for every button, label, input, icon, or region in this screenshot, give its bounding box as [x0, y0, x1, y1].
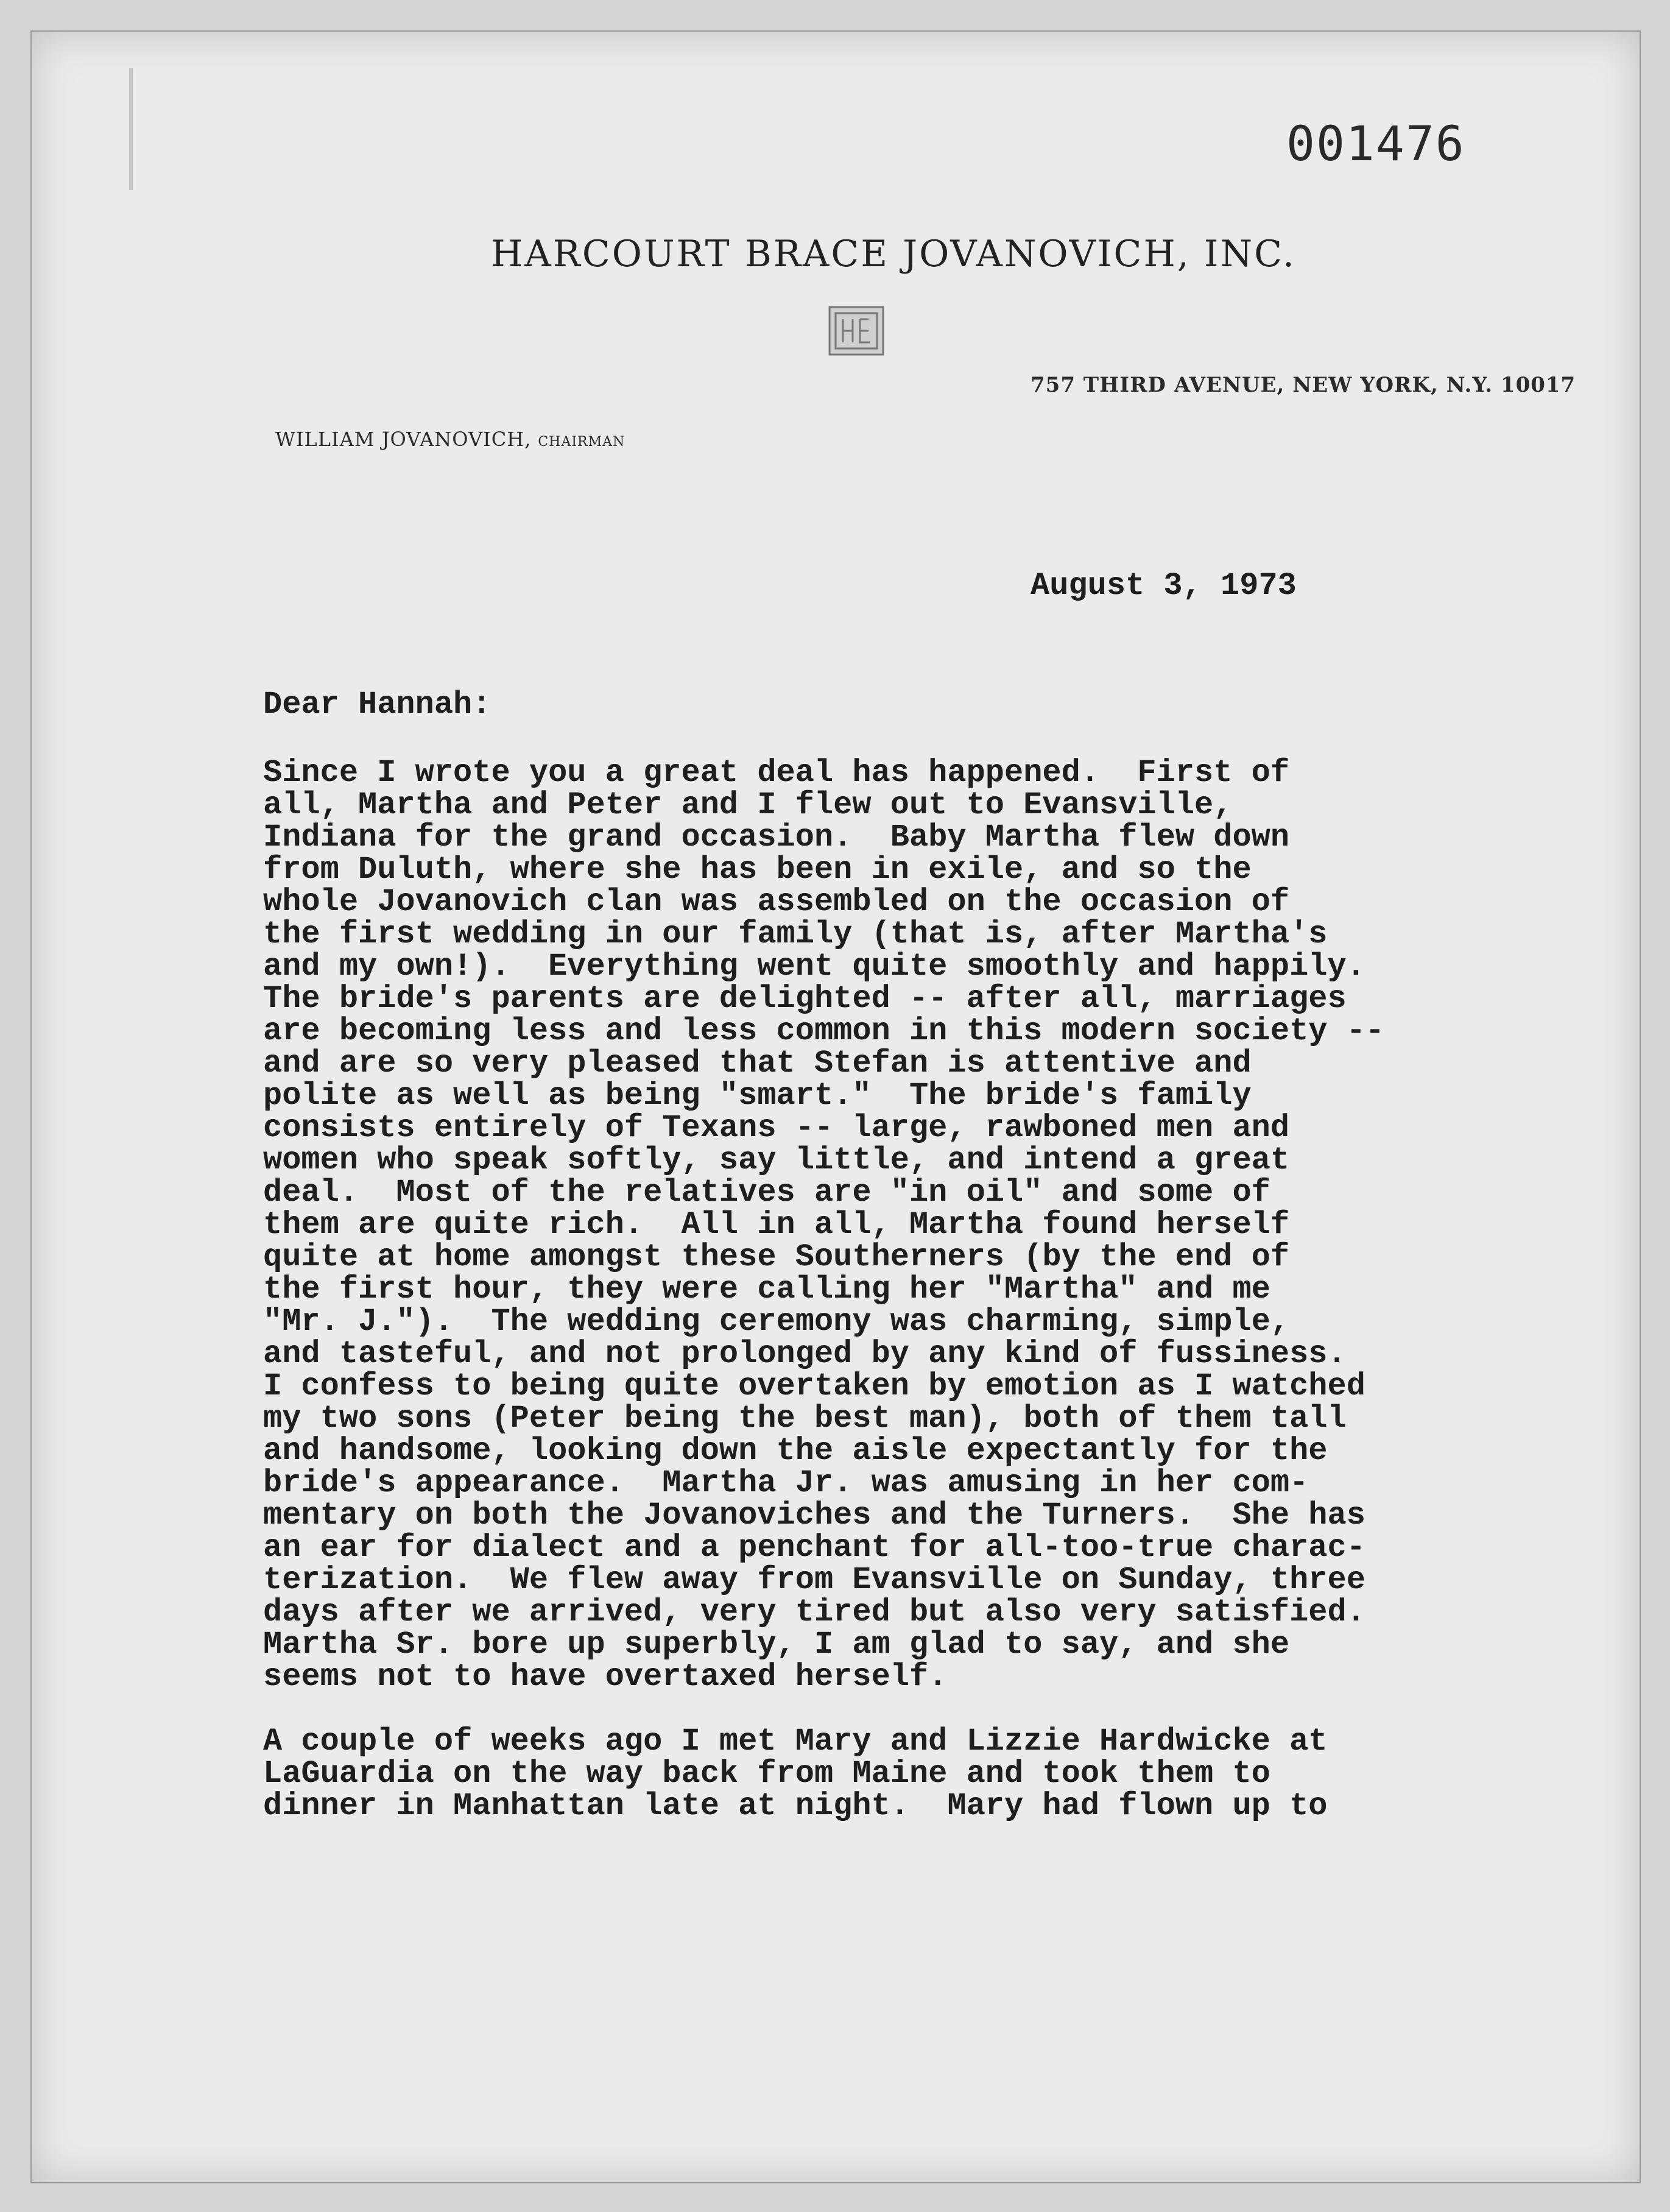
company-name: HARCOURT BRACE JOVANOVICH, INC.: [491, 233, 1296, 275]
body-paragraph: A couple of weeks ago I met Mary and Lizzie Hardwicke at LaGuardia on the way back from Maine and took them to dinner in Manhattan late at night. Mary had flown up to: [263, 1723, 1328, 1824]
salutation: Dear Hannah:: [263, 687, 491, 723]
letter-body: [263, 757, 1603, 1854]
sender-name: WILLIAM JOVANOVICH,: [275, 428, 532, 451]
sender-line: [275, 428, 625, 451]
sender-title: CHAIRMAN: [538, 434, 625, 450]
document-number: 001476: [1286, 117, 1465, 172]
body-paragraph: Since I wrote you a great deal has happened. First of all, Martha and Peter and I flew out to Evansville, Indiana for the grand occasion. Baby Martha flew down from Duluth, where she has been in exile, and so the whole Jovanovich clan was assembled on the occasion of the first wedding in our family (that is, after Martha's and my own!). Everything went quite smoothly and happily. The bride's parents are delighted -- after all, marriages are becoming less and less common in this modern society -- and are so very pleased that Stefan is attentive and polite as well as being "smart." The bride's family consists entirely of Texans -- large, rawboned men and women who speak softly, say little, and intend a great deal. Most of the relatives are "in oil" and some of them are quite rich. All in all, Martha found herself quite at home amongst these Southerners (by the end of the first hour, they were calling her "Martha" and me "Mr. J."). The wedding ceremony was charming, simple, and tasteful, and not prolonged by any kind of fussiness. I confess to being quite overtaken by emotion as I watched my two sons (Peter being the best man), both of them tall and handsome, looking down the aisle expectantly for the bride's appearance. Martha Jr. was amusing in her com- mentary on both the Jovanoviches and the Turners. She has an ear for dialect and a penchant for all-too-true charac- terization. We flew away from Evansville on Sunday, three days after we arrived, very tired but also very satisfied. Martha Sr. bore up superbly, I am glad to say, and she seems not to have overtaxed herself.: [263, 755, 1385, 1695]
letter-date: August 3, 1973: [1031, 568, 1297, 604]
letter-page: [30, 30, 1641, 2183]
hbj-logo-icon: [828, 306, 884, 356]
scan-mark: [129, 68, 133, 190]
company-address: 757 THIRD AVENUE, NEW YORK, N.Y. 10017: [1031, 373, 1576, 397]
